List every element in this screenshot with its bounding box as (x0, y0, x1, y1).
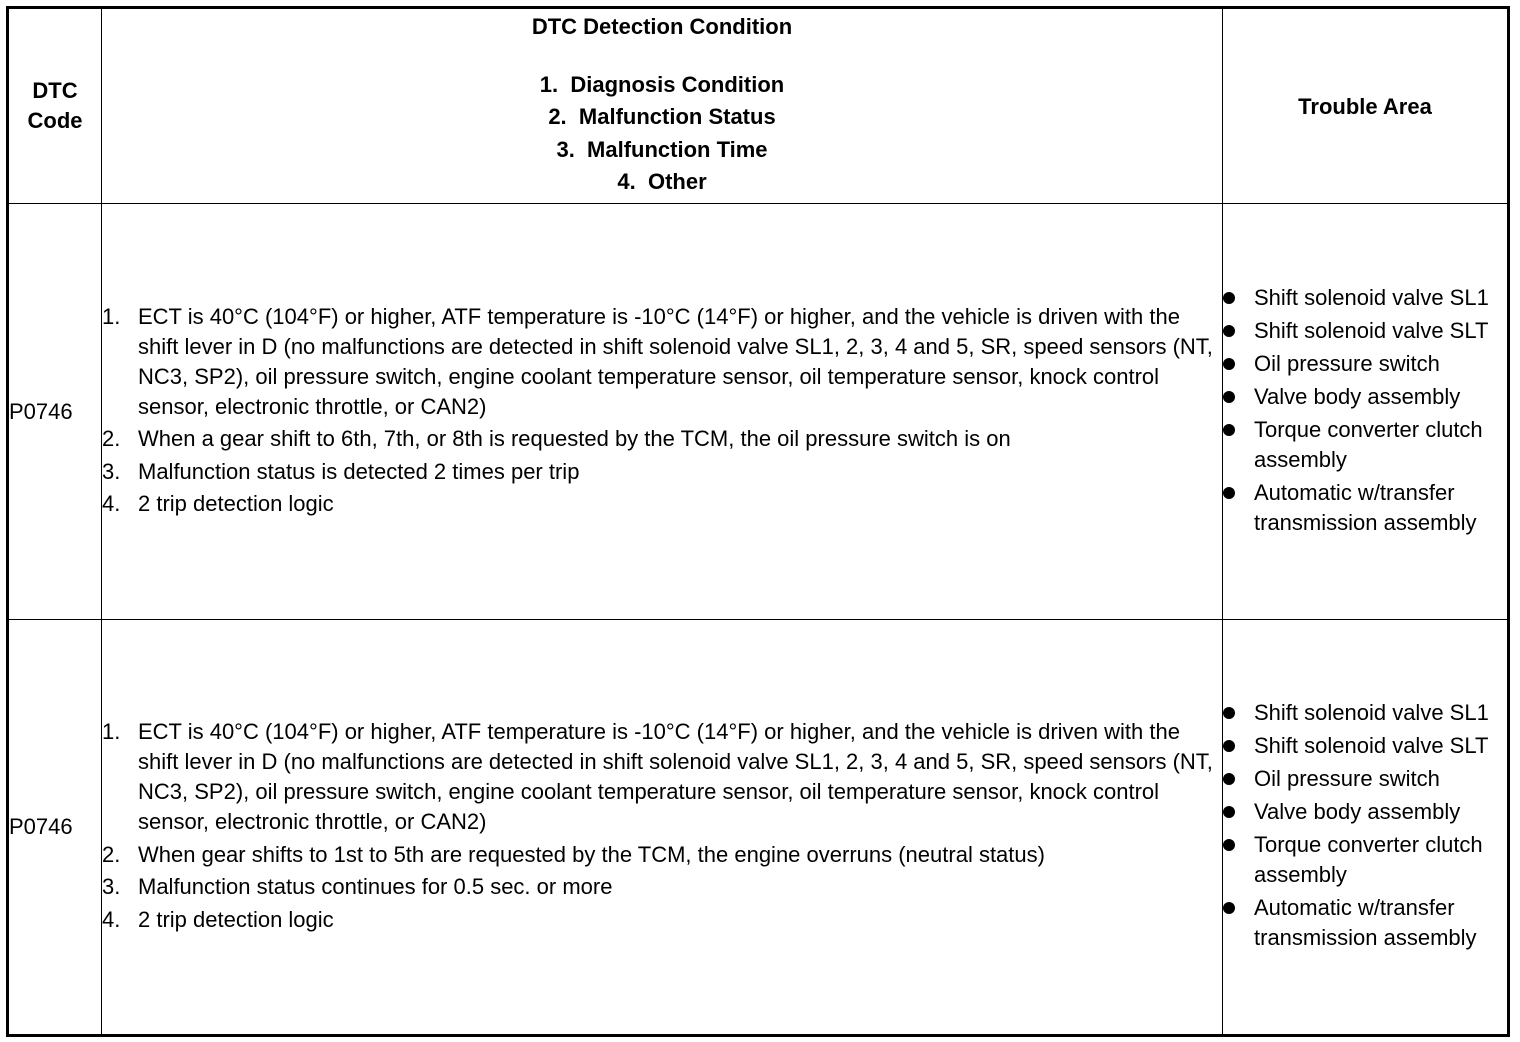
legend-item: 4. Other (617, 169, 707, 194)
detection-condition-cell (102, 620, 1223, 1036)
trouble-area-item: Oil pressure switch (1223, 349, 1507, 379)
condition-item: 1. ECT is 40°C (104°F) or higher, ATF temperature is -10°C (14°F) or higher, and the vehicle is driven with the shift lever in D (no malfunctions are detected in shift solenoid valve SL1, 2, 3, 4 and 5, SR, speed sensors (NT, NC3, SP2), oil pressure switch, engine coolant temperature sensor, oil temperature sensor, knock control sensor, electronic throttle, or CAN2) (102, 303, 1213, 419)
trouble-area-item: Torque converter clutch assembly (1223, 415, 1507, 475)
bullet-icon (1223, 764, 1254, 794)
dtc-code-cell: P0746 (8, 620, 102, 1036)
condition-item: 2. When a gear shift to 6th, 7th, or 8th is requested by the TCM, the oil pressure switch is on (102, 426, 1011, 451)
condition-item: 4. 2 trip detection logic (102, 906, 334, 932)
detection-condition-legend (102, 69, 1222, 199)
table-row (8, 620, 1509, 1036)
trouble-area-item: Shift solenoid valve SL1 (1223, 283, 1507, 313)
bullet-icon (1223, 478, 1254, 538)
bullet-icon (1223, 415, 1254, 475)
bullet-icon (1223, 893, 1254, 953)
bullet-icon (1223, 283, 1254, 313)
bullet-icon (1223, 698, 1254, 728)
detection-condition-cell (102, 204, 1223, 620)
bullet-icon (1223, 349, 1254, 379)
table-header-row (8, 8, 1509, 204)
detection-condition-title: DTC Detection Condition (531, 13, 793, 39)
trouble-area-cell (1223, 620, 1509, 1036)
condition-item: 1. ECT is 40°C (104°F) or higher, ATF temperature is -10°C (14°F) or higher, and the vehicle is driven with the shift lever in D (no malfunctions are detected in shift solenoid valve SL1, 2, 3, 4 and 5, SR, speed sensors (NT, NC3, SP2), oil pressure switch, engine coolant temperature sensor, oil temperature sensor, knock control sensor, electronic throttle, or CAN2) (102, 719, 1213, 834)
trouble-area-item: Shift solenoid valve SL1 (1223, 698, 1507, 728)
bullet-icon (1223, 316, 1254, 346)
trouble-area-item: Shift solenoid valve SLT (1223, 316, 1507, 346)
legend-item: 3. Malfunction Time (556, 136, 768, 162)
dtc-code-header (8, 8, 102, 204)
bullet-icon (1223, 731, 1254, 761)
dtc-table (6, 6, 1510, 1037)
condition-item: 3. Malfunction status is detected 2 times per trip (102, 458, 580, 484)
dtc-code-header-line2: Code (27, 108, 83, 133)
condition-item: 3. Malfunction status continues for 0.5 sec. or more (102, 874, 613, 899)
trouble-area-item: Oil pressure switch (1223, 764, 1507, 794)
condition-item: 2. When gear shifts to 1st to 5th are requested by the TCM, the engine overruns (neutral status) (102, 841, 1045, 867)
trouble-area-cell (1223, 204, 1509, 620)
bullet-icon (1223, 797, 1254, 827)
trouble-area-item: Torque converter clutch assembly (1223, 830, 1507, 890)
detection-condition-header (102, 8, 1223, 204)
dtc-code-cell: P0746 (8, 204, 102, 620)
dtc-code-header-line1: DTC (32, 78, 78, 103)
condition-item: 4. 2 trip detection logic (102, 491, 334, 516)
bullet-icon (1223, 830, 1254, 890)
legend-item: 1. Diagnosis Condition (539, 71, 785, 97)
table-row (8, 204, 1509, 620)
trouble-area-item: Valve body assembly (1223, 382, 1507, 412)
trouble-area-item: Valve body assembly (1223, 797, 1507, 827)
trouble-area-item: Shift solenoid valve SLT (1223, 731, 1507, 761)
trouble-area-item: Automatic w/transfer transmission assembly (1223, 478, 1507, 538)
legend-item: 2. Malfunction Status (548, 104, 776, 129)
trouble-area-item: Automatic w/transfer transmission assembly (1223, 893, 1507, 953)
bullet-icon (1223, 382, 1254, 412)
trouble-area-header: Trouble Area (1223, 8, 1509, 204)
